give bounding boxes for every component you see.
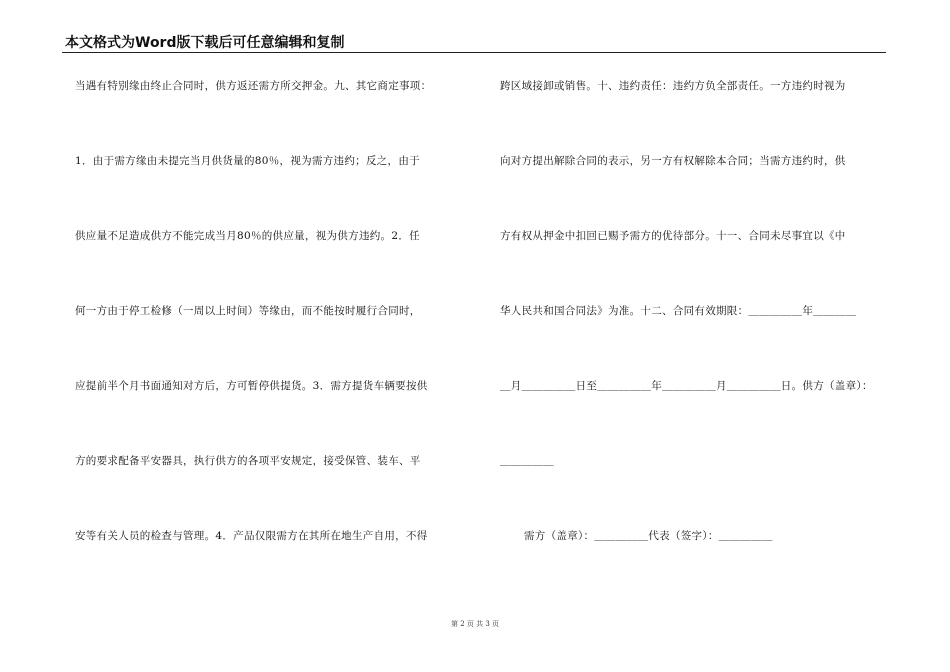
- text-line: 安等有关人员的检查与管理。4．产品仅限需方在其所在地生产自用，不得: [75, 530, 428, 542]
- text-line: ＿月＿＿＿＿＿日至＿＿＿＿＿年＿＿＿＿＿月＿＿＿＿＿日。供方（盖章）：: [500, 380, 873, 392]
- text-line: 向对方提出解除合同的表示，另一方有权解除本合同；当需方违约时，供: [500, 155, 846, 167]
- header-divider: [62, 52, 886, 53]
- text-line: 1．由于需方缘由未提完当月供货量的80％，视为需方违约；反之，由于: [75, 155, 420, 167]
- text-line: ＿＿＿＿＿: [500, 455, 554, 467]
- text-line: 供应量不足造成供方不能完成当月80％的供应量，视为供方违约。2．任: [75, 230, 420, 242]
- text-line: 当遇有特别缘由终止合同时，供方返还需方所交押金。九、其它商定事项：: [75, 80, 432, 92]
- text-line: 跨区域接卸或销售。十、违约责任：违约方负全部责任。一方违约时视为: [500, 80, 846, 92]
- page-number-footer: 第 2 页 共 3 页: [450, 620, 500, 628]
- text-line: 应提前半个月书面通知对方后，方可暂停供提货。3．需方提货车辆要按供: [75, 380, 428, 392]
- text-line: 何一方由于停工检修（一周以上时间）等缘由，而不能按时履行合同时，: [75, 305, 421, 317]
- text-line: 方有权从押金中扣回已赐予需方的优待部分。十一、合同未尽事宜以《中: [500, 230, 846, 242]
- text-line: 方的要求配备平安器具，执行供方的各项平安规定，接受保管、装车、平: [75, 455, 421, 467]
- text-line: 华人民共和国合同法》为准。十二、合同有效期限：＿＿＿＿＿年＿＿＿＿: [500, 305, 857, 317]
- document-header-title: 本文格式为Word版下载后可任意编辑和复制: [65, 35, 345, 51]
- signature-line: 需方（盖章）：＿＿＿＿＿代表（签字）：＿＿＿＿＿: [524, 530, 773, 542]
